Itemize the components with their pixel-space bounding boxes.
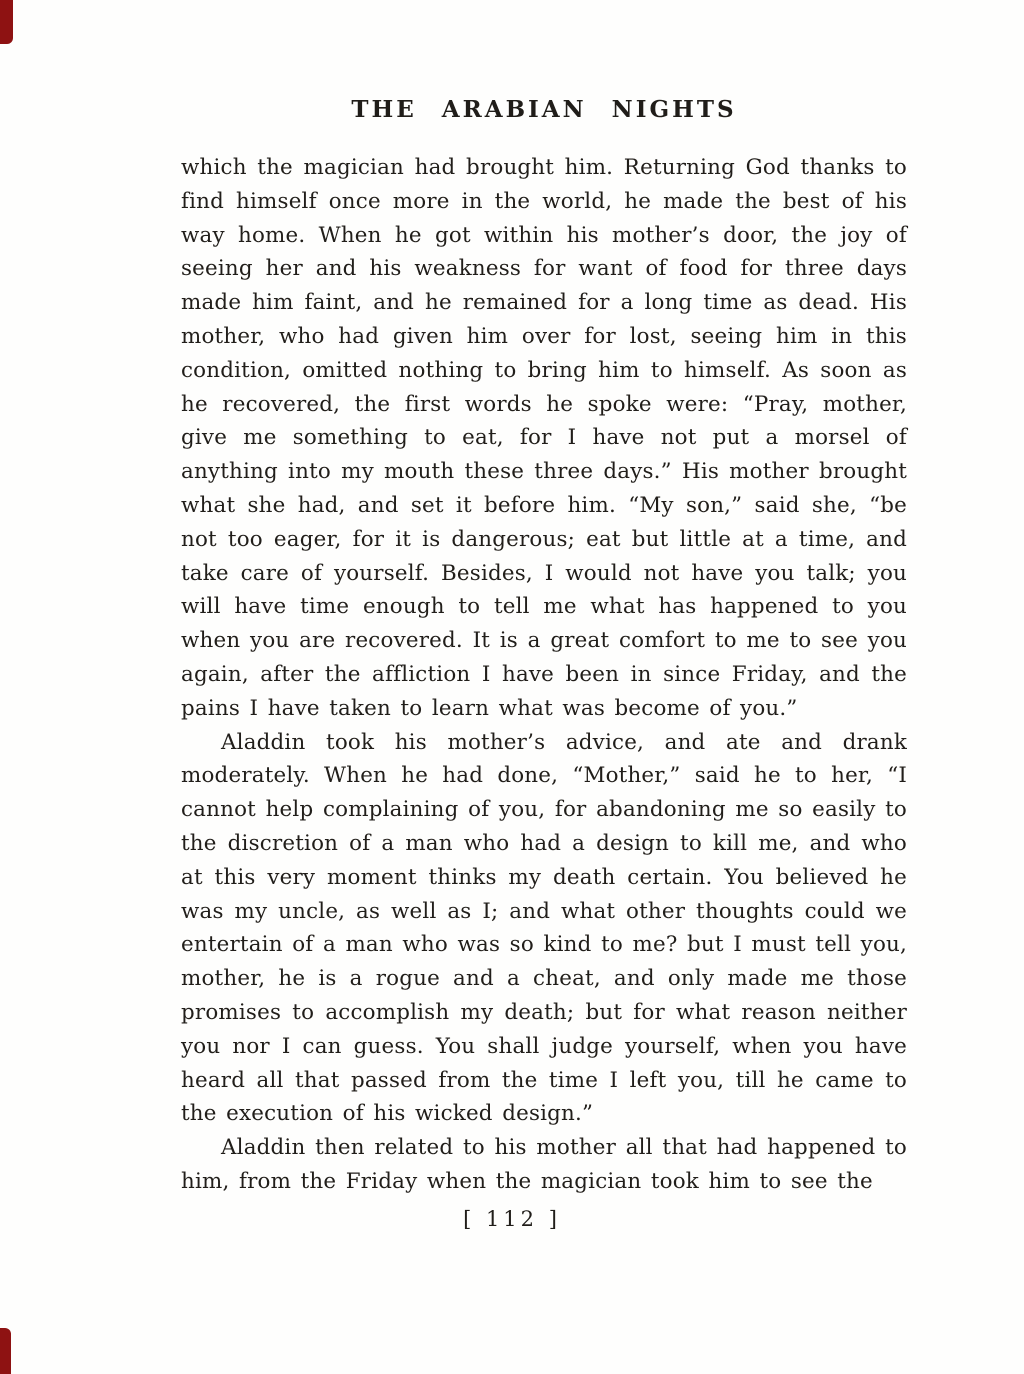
page-number: [ 112 ] xyxy=(463,1207,561,1231)
paragraph: which the magician had brought him. Returning God thanks to find himself once more in the world, he made the best of his way home. When he got within his mother’s door, the joy of seeing her and his weakness for want of food for three days made him faint, and he remained for a long time as dead. His mother, who had given him over for lost, seeing him in this condition, omitted nothing to bring him to himself. As soon as he recovered, the first words he spoke were: “Pray, mother, give me something to eat, for I have not put a morsel of anything into my mouth these three days.” His mother brought what she had, and set it before him. “My son,” said she, “be not too eager, for it is dangerous; eat but little at a time, and take care of yourself. Besides, I would not have you talk; you will have time enough to tell me what has happened to you when you are recovered. It is a great comfort to me to see you again, after the affliction I have been in since Friday, and the pains I have taken to learn what was become of you.” xyxy=(181,155,907,721)
running-head: THE ARABIAN NIGHTS xyxy=(351,96,737,123)
scan-artifact-bottom-left xyxy=(0,1328,11,1374)
text-column xyxy=(181,96,907,1199)
scan-artifact-top-left xyxy=(0,0,13,44)
paragraph: Aladdin took his mother’s advice, and ate and drank moderately. When he had done, “Mother,” said he to her, “I cannot help complaining of you, for abandoning me so easily to the discretion of a man who had a design to kill me, and who at this very moment thinks my death certain. You believed he was my uncle, as well as I; and what other thoughts could we entertain of a man who was so kind to me? but I must tell you, mother, he is a rogue and a cheat, and only made me those promises to accomplish my death; but for what reason neither you nor I can guess. You shall judge yourself, when you have heard all that passed from the time I left you, till he came to the execution of his wicked design.” xyxy=(181,729,907,1127)
paragraph: Aladdin then related to his mother all that had happened to him, from the Friday when the magician took him to see the xyxy=(181,1135,907,1194)
text-body xyxy=(181,151,907,1199)
